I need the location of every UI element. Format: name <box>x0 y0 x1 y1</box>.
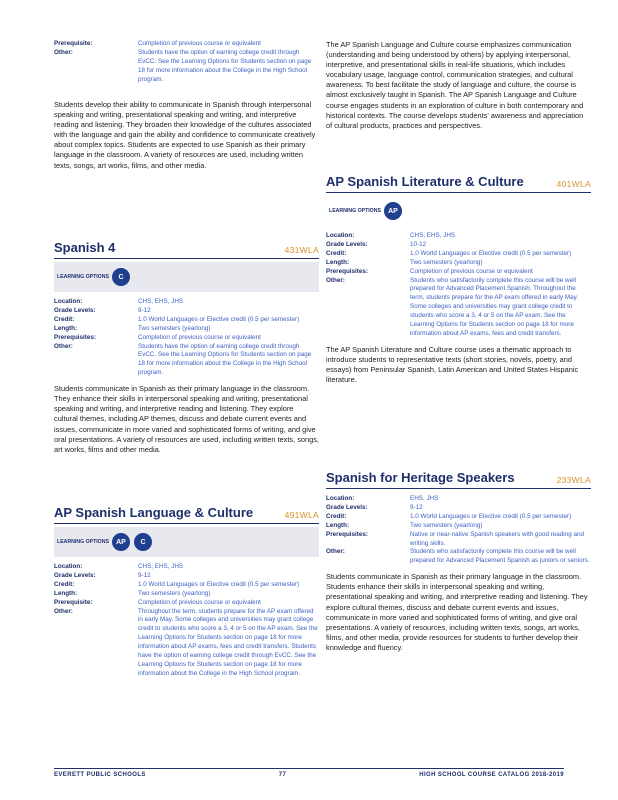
value: Completion of previous course or equivalent <box>138 598 261 606</box>
heritage-header <box>326 470 591 489</box>
label: Grade Levels: <box>326 240 368 248</box>
college-credit-icon: C <box>112 268 130 286</box>
footer-right: HIGH SCHOOL COURSE CATALOG 2018-2019 <box>419 772 564 778</box>
learning-options-label: LEARNING OPTIONS <box>57 273 109 280</box>
value: Completion of previous course or equivalent <box>410 267 533 275</box>
course-code: 233WLA <box>556 475 591 485</box>
spanish4-section <box>54 240 319 455</box>
label: Length: <box>326 521 350 529</box>
value: Two semesters (yearlong) <box>138 589 211 597</box>
label: Credit: <box>54 315 75 323</box>
heritage-body: Students communicate in Spanish as their primary language in the classroom. Students enhance their skills in interpersonal speaking and writing, presentational speaking and writing, and interpretive reading and listening. They explore cultural themes, discuss and debate current events and issues, communicate in more varied and sophisticated forms of writing, and give oral presentations. A variety of resources, including written texts, songs, art works, films, and other media, provide resources for students to further develop their knowledge and fluency. <box>326 572 588 652</box>
value: Two semesters (yearlong) <box>410 521 483 529</box>
page-footer <box>54 768 564 778</box>
aplang-table <box>54 563 319 679</box>
course-title: Spanish for Heritage Speakers <box>326 470 515 485</box>
value: Students who satisfactorily complete this course will be well prepared for Advanced Placement Spanish. Throughout the term, students prepare for the AP exam offered in early May. Some colleges and universities may grant college credit to students who score a 3, 4 or 5 on the AP exam. See the Learning Options for Students section on page 18 for more information about AP exams, fees and credit transfers. <box>410 276 579 337</box>
course-title: Spanish 4 <box>54 240 116 255</box>
value: CHS, EHS, JHS <box>410 232 456 239</box>
label: Credit: <box>54 580 75 588</box>
aplit-body: The AP Spanish Literature and Culture course uses a thematic approach to introduce students to representative texts (short stories, novels, poetry, and essays) from Peninsular Spanish, Latin American and United States Hispanic literature. <box>326 344 579 385</box>
learning-options-bar <box>54 527 319 557</box>
course-code: 431WLA <box>284 245 319 255</box>
label: Length: <box>54 324 78 332</box>
spanish4-body: Students communicate in Spanish as their primary language in the classroom. They enhance their skills in interpersonal speaking and writing, presentational speaking and writing, and interpretive reading and listening. They explore cultural themes, including AP themes, discuss and debate current events and issues, communicate in more varied and sophisticated forms of writing, and give oral presentations. A variety of resources are used, including written texts, songs, art works, films and other media. <box>54 384 319 454</box>
course-code: 401WLA <box>556 179 591 189</box>
course-code: 491WLA <box>284 510 319 520</box>
value: Completion of previous course or equivalent <box>138 333 261 341</box>
label: Other: <box>54 48 73 56</box>
value: Native or near-native Spanish speakers with good reading and writing skills. <box>410 530 584 547</box>
course-title: AP Spanish Language & Culture <box>54 505 254 520</box>
heritage-section <box>326 470 591 653</box>
label: Location: <box>326 495 355 502</box>
value: CHS, EHS, JHS <box>138 298 184 305</box>
label: Credit: <box>326 512 347 520</box>
value: 9-12 <box>138 571 151 579</box>
label: Credit: <box>326 249 347 257</box>
value: CHS, EHS, JHS <box>138 563 184 570</box>
label: Other: <box>54 342 73 350</box>
aplit-table <box>326 232 591 339</box>
value: Students have the option of earning college credit through EvCC. See the Learning Options for Students section on page 18 for more information about the College in the High School program. <box>138 48 312 83</box>
learning-options-bar <box>326 196 591 226</box>
label: Prerequisites: <box>326 530 368 538</box>
top-left-table <box>54 40 319 85</box>
value: 10-12 <box>410 240 427 248</box>
value: Two semesters (yearlong) <box>410 258 483 266</box>
label: Other: <box>326 276 345 284</box>
aplit-header <box>326 174 591 193</box>
label: Location: <box>54 298 83 305</box>
page-number: 77 <box>278 772 287 778</box>
course-title: AP Spanish Literature & Culture <box>326 174 524 189</box>
learning-options-bar <box>54 262 319 292</box>
label: Prerequisites: <box>326 267 368 275</box>
value: 1.0 World Languages or Elective credit (0.5 per semester) <box>138 580 300 588</box>
label: Prerequisite: <box>54 40 93 47</box>
value: EHS, JHS <box>410 495 439 502</box>
value: Students have the option of earning college credit through EvCC. See the Learning Options for Students section on page 18 for more information about the College in the High School program. <box>138 342 312 377</box>
value: 1.0 World Languages or Elective credit (0.5 per semester) <box>410 512 572 520</box>
label: Other: <box>54 607 73 615</box>
label: Grade Levels: <box>54 571 96 579</box>
label: Prerequisites: <box>54 333 96 341</box>
ap-icon: AP <box>112 533 130 551</box>
top-left-body: Students develop their ability to communicate in Spanish through interpersonal speaking and writing, presentational speaking and writing, and interpretive reading and listening. They broaden their knowledge of the cultures associated with the language and gain the ability and confidence to communicate creatively about complex topics. Students are expected to use Spanish as their primary language in the classroom. A variety of resources are used, including written texts, songs, art works, films, and other media. <box>54 100 316 170</box>
spanish4-table <box>54 298 319 378</box>
aplang-body: The AP Spanish Language and Culture course emphasizes communication (understanding and being understood by others) by applying interpersonal, interpretive, and presentational skills in real-life situations, which includes vocabulary usage, language control, communication strategies, and cultural awareness. To best facilitate the study of language and culture, the course is almost exclusively taught in Spanish. The AP Spanish Language and Culture course engages students in an exploration of culture in both contemporary and historical contexts. The course develops students' awareness and appreciation of cultural products, practices and perspectives. <box>326 40 584 130</box>
label: Other: <box>326 548 345 556</box>
learning-options-label: LEARNING OPTIONS <box>57 538 109 545</box>
value: Completion of previous course or equivalent <box>138 40 261 47</box>
value: Two semesters (yearlong) <box>138 324 211 332</box>
label: Prerequisite: <box>54 598 93 606</box>
aplang-section <box>54 505 319 679</box>
ap-icon: AP <box>384 202 402 220</box>
value: Throughout the term, students prepare for the AP exam offered in early May. Some colleges and universities may grant college credit to students who score a 3, 4 or 5 on the AP exam. See the Learning Options for Students section on page 18 for more information about AP exams, fees and credit transfers. Students have the option of earning college credit through EvCC. See the Learning Options for Students section on page 18 for more information about the College in the High School program. <box>138 607 318 677</box>
aplang-header <box>54 505 319 524</box>
learning-options-label: LEARNING OPTIONS <box>329 207 381 214</box>
value: 9-12 <box>138 306 151 314</box>
value: 1.0 World Languages or Elective credit (0.5 per semester) <box>138 315 300 323</box>
college-credit-icon: C <box>134 533 152 551</box>
value: 1.0 World Languages or Elective credit (0.5 per semester) <box>410 249 572 257</box>
footer-left: EVERETT PUBLIC SCHOOLS <box>54 772 146 778</box>
label: Length: <box>54 589 78 597</box>
label: Grade Levels: <box>54 306 96 314</box>
label: Grade Levels: <box>326 503 368 511</box>
label: Location: <box>54 563 83 570</box>
heritage-table <box>326 495 591 566</box>
value: 9-12 <box>410 503 423 511</box>
spanish4-header <box>54 240 319 259</box>
value: Students who satisfactorily complete this course will be well prepared for Advanced Placement Spanish as juniors or seniors. <box>410 548 590 565</box>
aplit-section <box>326 174 591 385</box>
label: Location: <box>326 232 355 239</box>
label: Length: <box>326 258 350 266</box>
